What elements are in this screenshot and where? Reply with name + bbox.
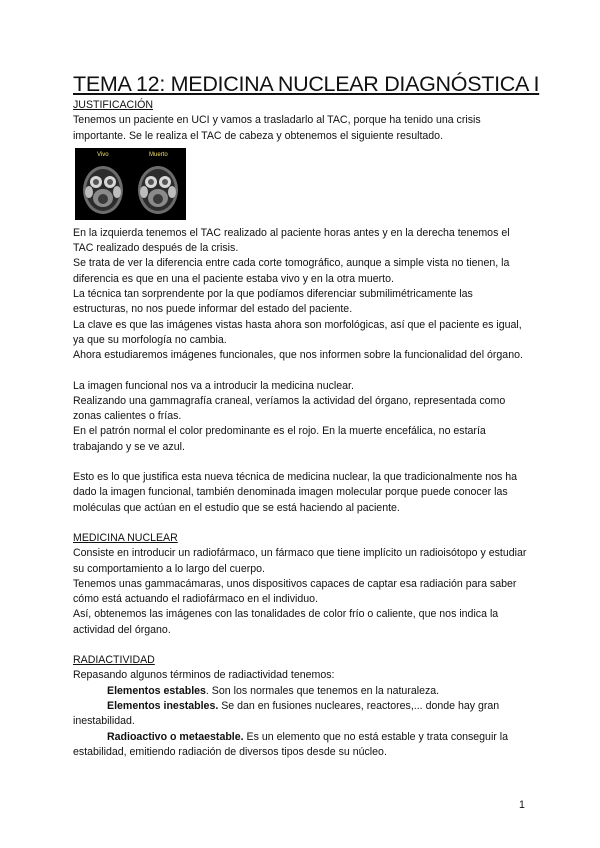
paragraph: La técnica tan sorprendente por la que podíamos diferenciar submilimétricamente las estructuras, no nos puede informar del estado del paciente. <box>73 288 473 316</box>
document-title: TEMA 12: MEDICINA NUCLEAR DIAGNÓSTICA I <box>73 72 540 96</box>
term-name: Radioactivo o metaestable. <box>107 730 244 743</box>
paragraph: Ahora estudiaremos imágenes funcionales, que nos informen sobre la funcionalidad del órgano. <box>73 349 523 362</box>
intro-paragraph: Tenemos un paciente en UCI y vamos a trasladarlo al TAC, porque ha tenido una crisis importante. Se le realiza el TAC de cabeza y obtenemos el siguiente resultado. <box>73 114 481 142</box>
section-heading-justificacion: JUSTIFICACIÓN <box>73 99 154 111</box>
paragraph: Se trata de ver la diferencia entre cada corte tomográfico, aunque a simple vista no tienen, la diferencia es que en una el paciente estaba vivo y en la otra muerto. <box>73 257 510 285</box>
ct-label-left: Vivo <box>97 151 109 158</box>
ct-label-right: Muerto <box>149 151 168 158</box>
ct-scan-right <box>138 166 178 214</box>
paragraph: En la izquierda tenemos el TAC realizado al paciente horas antes y en la derecha tenemos el TAC realizado después de la crisis. <box>73 226 510 255</box>
paragraph: Esto es lo que justifica esta nueva técnica de medicina nuclear, la que tradicionalmente nos ha dado la imagen funcional, también denominada imagen molecular porque puede conocer las moléculas que actúan en el estudio que se está haciendo al paciente. <box>73 471 518 514</box>
page-number: 1 <box>519 799 525 811</box>
paragraph: Tenemos unas gammacámaras, unos dispositivos capaces de captar esa radiación para saber cómo está actuando el radiofármaco en el individuo. <box>73 577 517 606</box>
paragraph: En el patrón normal el color predominante es el rojo. En la muerte encefálica, no estaría trabajando y se ve azul. <box>73 425 486 453</box>
document-page <box>73 72 540 760</box>
section-heading-radiactividad: RADIACTIVIDAD <box>73 654 155 667</box>
term-item <box>73 684 528 699</box>
ct-scan-left <box>83 166 123 214</box>
term-name: Elementos estables <box>107 684 206 697</box>
term-text: Se dan en fusiones nucleares, reactores,... donde hay gran inestabilidad. <box>73 699 500 728</box>
paragraph: La clave es que las imágenes vistas hasta ahora son morfológicas, así que el paciente es igual, ya que su morfología no cambia. <box>73 318 522 346</box>
paragraph: Repasando algunos términos de radiactividad tenemos: <box>73 669 335 682</box>
paragraph: Consiste en introducir un radiofármaco, un fármaco que tiene implícito un radioisótopo y estudiar su comportamiento a lo largo del cuerpo. <box>73 547 527 575</box>
term-text: . Son los normales que tenemos en la naturaleza. <box>205 684 440 697</box>
section-heading-medicina-nuclear: MEDICINA NUCLEAR <box>73 531 178 544</box>
paragraph: Así, obtenemos las imágenes con las tonalidades de color frío o caliente, que nos indica la actividad del órgano. <box>73 608 499 636</box>
term-item <box>73 730 528 761</box>
term-text: Es un elemento que no está estable y trata conseguir la estabilidad, emitiendo radiación de diversos tipos desde su núcleo. <box>73 730 509 758</box>
paragraph: Realizando una gammagrafía craneal, veríamos la actividad del órgano, representada como zonas calientes o frías. <box>73 394 506 423</box>
paragraph: La imagen funcional nos va a introducir la medicina nuclear. <box>73 379 354 392</box>
term-item <box>73 699 528 730</box>
term-name: Elementos inestables. <box>107 699 219 712</box>
ct-scan-comparison-image <box>75 148 186 220</box>
